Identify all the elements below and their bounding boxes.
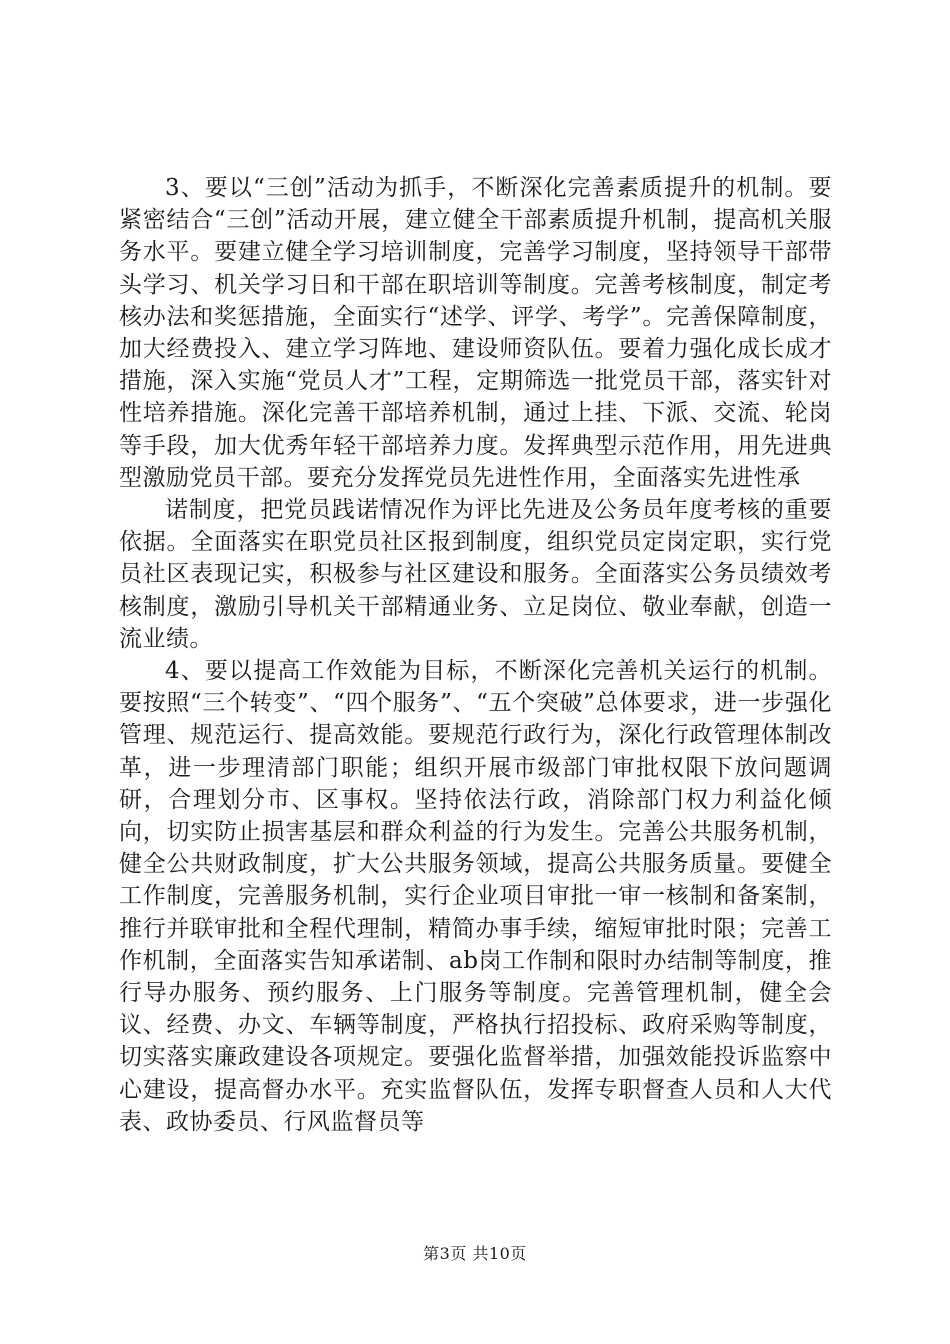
paragraph-3-continued: 诺制度，把党员践诺情况作为评比先进及公务员年度考核的重要依据。全面落实在职党员社区报到制度，组织党员定岗定职，实行党员社区表现记实，积极参与社区建设和服务。全面落实公务员绩效考核制度，激励引导机关干部精通业务、立足岗位、敬业奉献，创造一流业绩。 [119,497,832,652]
body-text [119,172,832,1138]
paragraph-4-efficiency-mechanism: 4、要以提高工作效能为目标，不断深化完善机关运行的机制。要按照“三个转变”、“四个服务”、“五个突破”总体要求，进一步强化管理、规范运行、提高效能。要规范行政行为，深化行政管理体制改革，进一步理清部门职能；组织开展市级部门审批权限下放问题调研，合理划分市、区事权。坚持依法行政，消除部门权力利益化倾向，切实防止损害基层和群众利益的行为发生。完善公共服务机制，健全公共财政制度，扩大公共服务领域，提高公共服务质量。要健全工作制度，完善服务机制，实行企业项目审批一审一核制和备案制，推行并联审批和全程代理制，精简办事手续，缩短审批时限；完善工作机制，全面落实告知承诺制、ab岗工作制和限时办结制等制度，推行导办服务、预约服务、上门服务等制度。完善管理机制，健全会议、经费、办文、车辆等制度，严格执行招投标、政府采购等制度，切实落实廉政建设各项规定。要强化监督举措，加强效能投诉监察中心建设，提高督办水平。充实监督队伍，发挥专职督查人员和人大代表、政协委员、行风监督员等 [119,658,832,1135]
page-footer: 第3页 共10页 [423,1244,527,1263]
paragraph-3-quality-mechanism: 3、要以“三创”活动为抓手，不断深化完善素质提升的机制。要紧密结合“三创”活动开展，建立健全干部素质提升机制，提高机关服务水平。要建立健全学习培训制度，完善学习制度，坚持领导干部带头学习、机关学习日和干部在职培训等制度。完善考核制度，制定考核办法和奖惩措施，全面实行“述学、评学、考学”。完善保障制度，加大经费投入、建立学习阵地、建设师资队伍。要着力强化成长成才措施，深入实施“党员人才”工程，定期筛选一批党员干部，落实针对性培养措施。深化完善干部培养机制，通过上挂、下派、交流、轮岗等手段，加大优秀年轻干部培养力度。发挥典型示范作用，用先进典型激励党员干部。要充分发挥党员先进性作用，全面落实先进性承 [119,175,832,491]
